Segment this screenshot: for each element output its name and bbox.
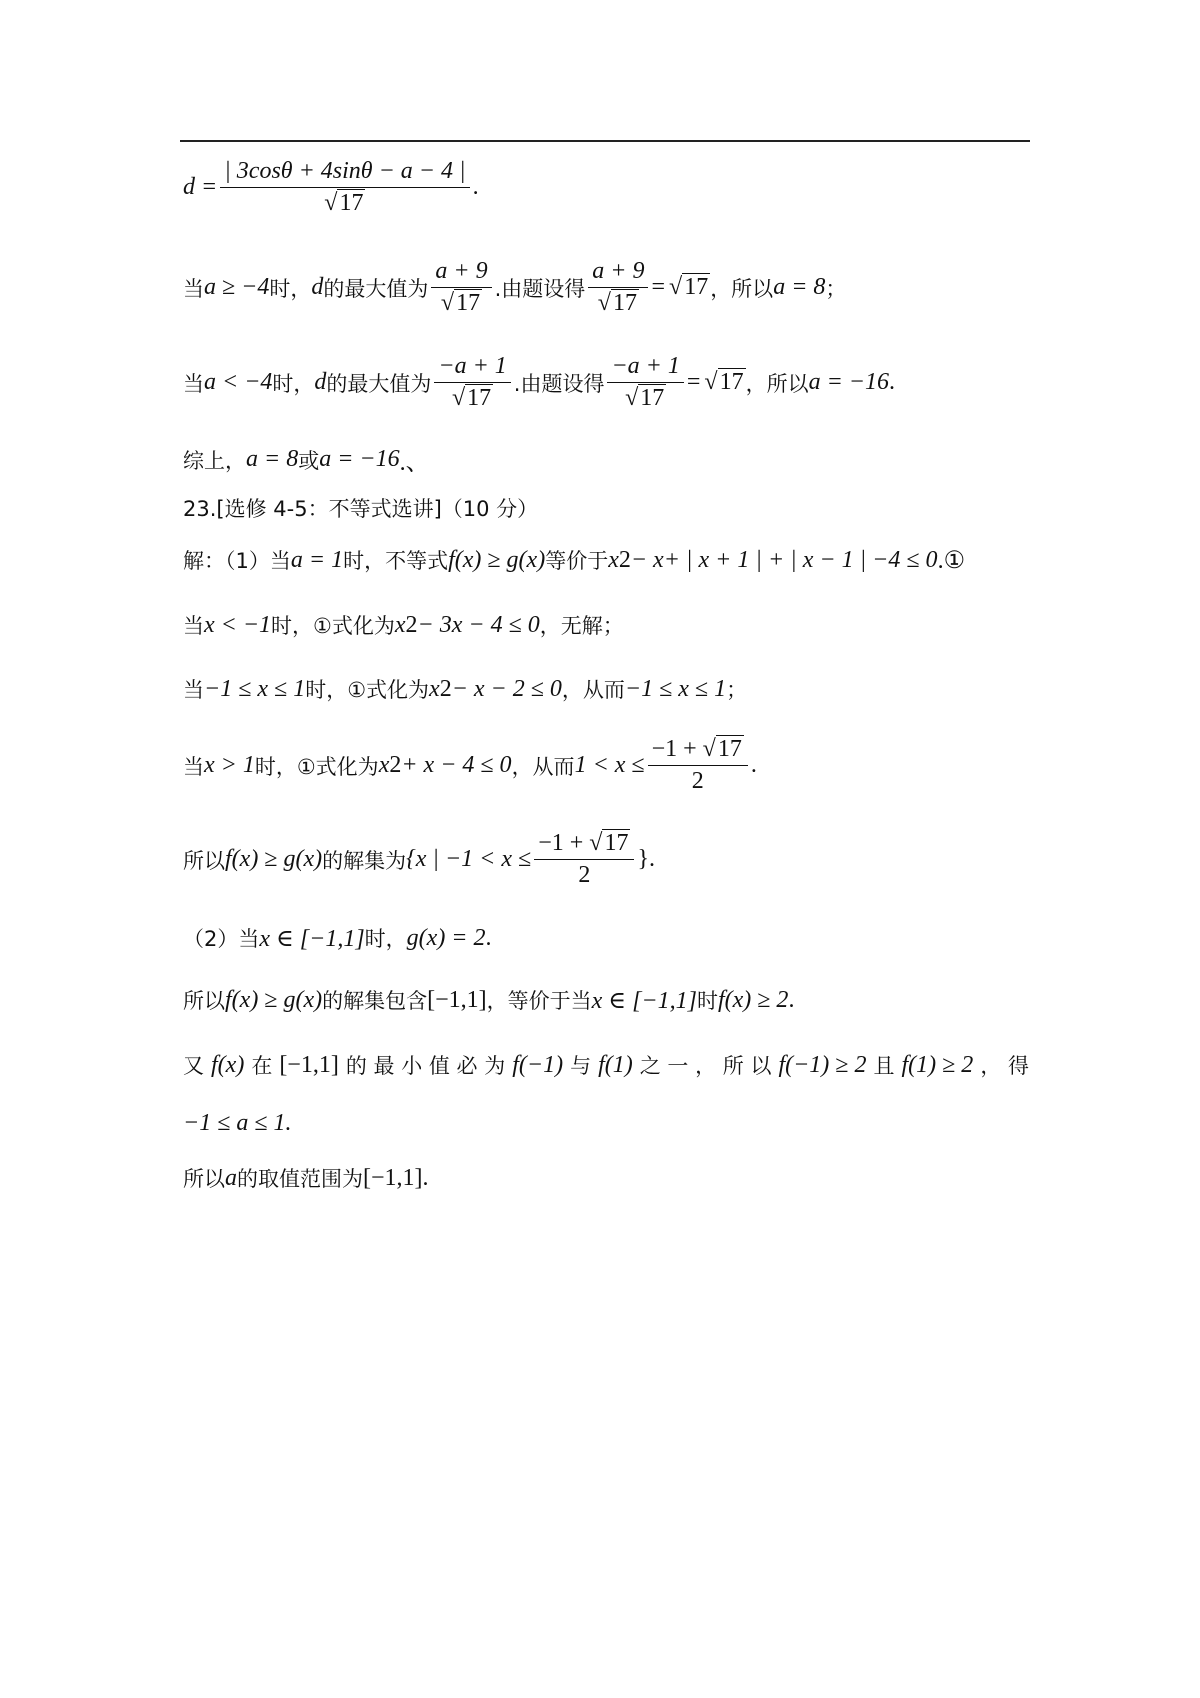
exponent: 2 bbox=[405, 611, 418, 638]
text: ，所以 bbox=[710, 276, 774, 301]
part2-equivalence bbox=[183, 985, 794, 1015]
text: 时， bbox=[269, 276, 312, 301]
math-text: g(x) = 2 bbox=[406, 924, 486, 951]
text: 又 bbox=[183, 1054, 204, 1078]
case-x-between bbox=[183, 674, 747, 704]
math-text: . bbox=[888, 369, 895, 395]
text: ，所以 bbox=[745, 371, 809, 396]
text: 时， bbox=[364, 927, 407, 951]
radicand: 17 bbox=[604, 830, 629, 856]
text: 的取值范围为 bbox=[237, 1167, 363, 1191]
math-text: x bbox=[378, 752, 390, 778]
text: ，无解； bbox=[539, 614, 624, 638]
fraction-numerator: −1 + √17 bbox=[648, 736, 748, 766]
math-text: x ∈ [−1,1] bbox=[259, 925, 365, 952]
text: ，等价于当 bbox=[486, 989, 592, 1013]
text: 且 bbox=[873, 1054, 895, 1078]
radicand: 17 bbox=[339, 190, 364, 216]
fraction-denominator: 2 bbox=[578, 862, 591, 888]
text: .由题设得 bbox=[494, 276, 586, 301]
math-text: . bbox=[485, 924, 492, 951]
math-text: a < −4 bbox=[204, 369, 273, 395]
math-text: f(x) ≥ 2 bbox=[717, 986, 789, 1013]
math-text: [−1,1] bbox=[363, 1164, 423, 1191]
text: 解：（1）当 bbox=[183, 549, 291, 573]
text: ； bbox=[726, 678, 748, 702]
part2-minimum bbox=[183, 1050, 1029, 1080]
radicand: 17 bbox=[456, 290, 481, 316]
exponent: 2 bbox=[439, 675, 452, 702]
math-text: − 3x − 4 ≤ 0 bbox=[417, 611, 540, 638]
radicand: 17 bbox=[719, 369, 744, 395]
math-text: } bbox=[637, 846, 649, 872]
solution-set-line bbox=[183, 830, 655, 889]
text: 等价于 bbox=[545, 549, 609, 573]
text: 所以 bbox=[183, 989, 225, 1013]
math-text: = bbox=[686, 369, 701, 395]
math-text: f(−1) bbox=[512, 1051, 564, 1078]
text: 之 一 ， 所 以 bbox=[639, 1054, 772, 1078]
math-text: a = 8 bbox=[773, 274, 826, 300]
math-text: . bbox=[422, 1164, 429, 1191]
math-text: {x | −1 < x ≤ bbox=[406, 846, 532, 872]
radicand: 17 bbox=[612, 290, 637, 316]
section-title: 23.[选修 4-5：不等式选讲]（10 分） bbox=[183, 497, 539, 521]
text: 时 bbox=[696, 989, 718, 1013]
case-a-ge-minus4: 当 a ≥ −4 时， d 的最大值为 $\frac{a + 9}{√17}$ .由题设得 $\frac{a + 9}{√17}$ = √17 ，所以 a = 8 ； bbox=[183, 258, 847, 316]
math-text: f(x) ≥ g(x) bbox=[225, 986, 323, 1013]
math-text: x bbox=[429, 675, 440, 702]
formula-distance bbox=[183, 158, 479, 217]
math-text: a = −16 bbox=[319, 446, 400, 472]
text: .由题设得 bbox=[513, 371, 605, 396]
math-text: d bbox=[314, 369, 327, 395]
text: 或 bbox=[298, 448, 320, 473]
math-text: −1 ≤ a ≤ 1. bbox=[183, 1110, 292, 1136]
fraction bbox=[648, 736, 748, 795]
fraction: $\frac{-a + 1}{√17}$ bbox=[434, 353, 510, 412]
radicand: 17 bbox=[467, 385, 492, 411]
text: 的解集为 bbox=[322, 848, 407, 873]
solution-part1-intro bbox=[183, 545, 965, 575]
text: 时，不等式 bbox=[343, 549, 449, 573]
case-a-lt-minus4: 当 a < −4 时， d 的最大值为 $\frac{-a + 1}{√17}$ .由题设得 $\frac{-a + 1}{√17}$ = √17 ，所以 a = −16 . bbox=[183, 353, 895, 411]
math-text: a bbox=[225, 1164, 237, 1191]
math-text: a = 1 bbox=[290, 546, 344, 573]
math-text: x < −1 bbox=[204, 611, 272, 638]
math-text: −1 ≤ x ≤ 1 bbox=[204, 675, 306, 702]
part2-result bbox=[183, 1110, 292, 1137]
fraction: $\frac{-a + 1}{√17}$ bbox=[607, 353, 683, 412]
fraction: $\frac{a + 9}{√17}$ bbox=[588, 258, 648, 317]
math-text: 1 < x ≤ bbox=[574, 752, 645, 778]
text: ； bbox=[825, 276, 847, 301]
fraction bbox=[534, 830, 634, 889]
fraction-numerator: −a + 1 bbox=[607, 353, 683, 383]
text: 的最大值为 bbox=[323, 276, 429, 301]
text: 所以 bbox=[183, 1167, 225, 1191]
fraction-numerator: −a + 1 bbox=[434, 353, 510, 383]
math-text: [−1,1] bbox=[279, 1051, 339, 1078]
math-text: . bbox=[750, 752, 757, 778]
text: 在 bbox=[251, 1054, 273, 1078]
fraction-numerator: | 3cosθ + 4sinθ − a − 4 | bbox=[220, 158, 469, 188]
radicand: 17 bbox=[640, 385, 665, 411]
math-text: f(x) ≥ g(x) bbox=[448, 546, 546, 573]
math-text: . bbox=[472, 174, 479, 200]
fraction-denominator: √17 bbox=[324, 190, 364, 216]
text: 综上， bbox=[183, 448, 246, 473]
text: 的 最 小 值 必 为 bbox=[345, 1054, 506, 1078]
text: ，从而 bbox=[511, 754, 575, 779]
header-rule bbox=[180, 140, 1030, 142]
case-x-lt-minus1 bbox=[183, 610, 624, 640]
math-text: = bbox=[651, 274, 666, 300]
math-text: x > 1 bbox=[204, 752, 255, 778]
part2-intro bbox=[183, 923, 492, 953]
math-text: f(1) ≥ 2 bbox=[901, 1051, 974, 1078]
math-text: d bbox=[311, 274, 324, 300]
math-text: x bbox=[394, 611, 406, 638]
text: 当 bbox=[183, 754, 204, 779]
text: 的最大值为 bbox=[326, 371, 432, 396]
math-text: − x+ | x + 1 | + | x − 1 | −4 ≤ 0 bbox=[630, 546, 938, 573]
text: 当 bbox=[183, 371, 204, 396]
fraction-numerator: a + 9 bbox=[588, 258, 648, 288]
text: 与 bbox=[570, 1054, 592, 1078]
math-text: f(−1) ≥ 2 bbox=[778, 1051, 867, 1078]
text: 时， bbox=[272, 371, 315, 396]
math-text: −1 ≤ x ≤ 1 bbox=[624, 675, 727, 702]
text: 时，①式化为 bbox=[305, 678, 430, 702]
radicand: 17 bbox=[684, 274, 709, 300]
math-text: [−1,1] bbox=[427, 986, 487, 1013]
math-text: a ≥ −4 bbox=[204, 274, 270, 300]
math-text: . bbox=[648, 846, 655, 872]
math-text: . bbox=[788, 986, 795, 1013]
text: 当 bbox=[183, 678, 204, 702]
radicand: 17 bbox=[717, 736, 742, 762]
math-text: x ∈ [−1,1] bbox=[591, 987, 697, 1014]
text: （2）当 bbox=[183, 927, 260, 951]
summary-line bbox=[183, 442, 430, 477]
math-text: − x − 2 ≤ 0 bbox=[451, 675, 562, 702]
exponent: 2 bbox=[618, 546, 631, 573]
section-heading bbox=[183, 493, 538, 523]
text: ，从而 bbox=[561, 678, 625, 702]
text: 的解集包含 bbox=[322, 989, 428, 1013]
fraction-numerator: −1 + √17 bbox=[534, 830, 634, 860]
math-text: a = −16 bbox=[808, 369, 889, 395]
fraction bbox=[220, 158, 469, 217]
text: 当 bbox=[183, 614, 204, 638]
fraction: $\frac{a + 9}{√17}$ bbox=[431, 258, 491, 317]
math-text: + x − 4 ≤ 0 bbox=[401, 752, 512, 778]
fraction-denominator: 2 bbox=[691, 768, 704, 794]
final-conclusion bbox=[183, 1163, 429, 1193]
text: 时，①式化为 bbox=[254, 754, 379, 779]
math-text: f(x) ≥ g(x) bbox=[225, 846, 323, 872]
text: 当 bbox=[183, 276, 204, 301]
math-text: x bbox=[608, 546, 619, 573]
text: 所以 bbox=[183, 848, 225, 873]
math-text: d = bbox=[183, 174, 218, 200]
case-x-gt-1 bbox=[183, 736, 757, 795]
text: ， 得 bbox=[980, 1054, 1029, 1078]
math-text: .① bbox=[937, 547, 966, 574]
fraction-numerator: a + 9 bbox=[431, 258, 491, 288]
math-text: a = 8 bbox=[246, 446, 299, 472]
math-text: f(1) bbox=[598, 1051, 633, 1078]
math-text: f(x) bbox=[211, 1051, 245, 1078]
math-text: .、 bbox=[399, 450, 430, 476]
exponent: 2 bbox=[389, 752, 402, 778]
text: 时，①式化为 bbox=[271, 614, 395, 638]
